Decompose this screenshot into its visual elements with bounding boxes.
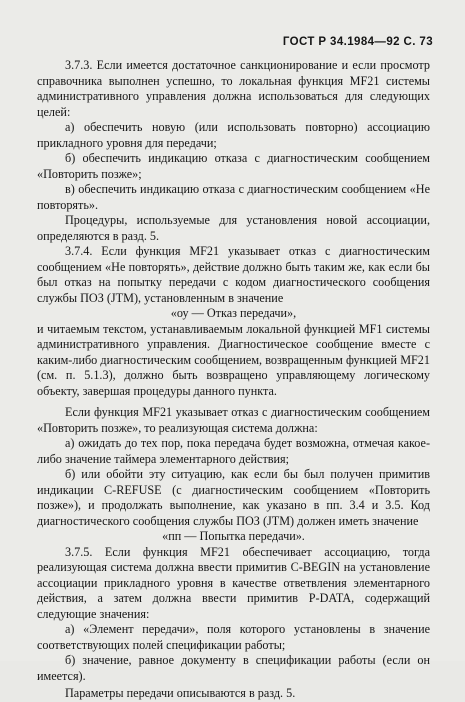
paragraph: а) ожидать до тех пор, пока передача будет возможна, отмечая какое-либо значение таймера элементарного действия; xyxy=(37,436,430,466)
paragraph: Параметры передачи описываются в разд. 5. xyxy=(65,686,296,700)
page-header: ГОСТ Р 34.1984—92 С. 73 xyxy=(282,36,433,48)
paragraph: и читаемым текстом, устанавливаемым локальной функцией MF1 системы административного управления. Диагностическое сообщение вместе с каким-либо диагностическим сообщением, возвращенным функцией MF21 (см. п. 5.1.3), должно быть возвращено управляющему логическому объекту, завершая процедуры данного пункта. xyxy=(37,321,430,398)
paragraph: 3.7.3. Если имеется достаточное санкционирование и если просмотр справочника выполнен успешно, то локальная функция MF21 системы административного управления должна использоваться для следующих целей: xyxy=(37,58,430,119)
paragraph: б) обеспечить индикацию отказа с диагностическим сообщением «Повторить позже»; xyxy=(37,151,430,181)
paragraph: 3.7.5. Если функция MF21 обеспечивает ассоциацию, тогда реализующая система должна ввести примитив C-BEGIN на установление ассоциации прикладного уровня в качестве ответвления элементарного действия, а затем должна ввести примитив P-DATA, содержащий следующие значения: xyxy=(37,544,430,621)
paragraph: а) обеспечить новую (или использовать повторно) ассоциацию прикладного уровня для передачи; xyxy=(37,120,430,150)
paragraph: Если функция MF21 указывает отказ с диагностическим сообщением «Повторить позже», то реализующая система должна: xyxy=(37,405,430,435)
paragraph: б) или обойти эту ситуацию, как если бы был получен примитив индикации C-REFUSE (с диагностическим сообщением «Повторить позже»), и продолжать выполнение, как указано в пп. 3.4 и 3.5. Код диагностического сообщения службы ПОЗ (JTM) должен иметь значение xyxy=(37,467,430,528)
paragraph: а) «Элемент передачи», поля которого установлены в значение соответствующих полей спецификации работы; xyxy=(37,622,430,652)
paragraph: 3.7.4. Если функция MF21 указывает отказ с диагностическим сообщением «Не повторять», действие должно быть таким же, как если бы был отказ на попытку передачи с кодом диагностического сообщения службы ПОЗ (JTM), установленным в значение xyxy=(37,244,430,305)
paragraph: в) обеспечить индикацию отказа с диагностическим сообщением «Не повторять». xyxy=(37,182,430,212)
paragraph: Процедуры, используемые для установления новой ассоциации, определяются в разд. 5. xyxy=(37,213,430,243)
paragraph: «пп — Попытка передачи». xyxy=(162,529,305,543)
paragraph: «оу — Отказ передачи», xyxy=(170,306,297,320)
document-body xyxy=(37,58,430,702)
paragraph: б) значение, равное документу в спецификации работы (если он имеется). xyxy=(37,653,430,683)
